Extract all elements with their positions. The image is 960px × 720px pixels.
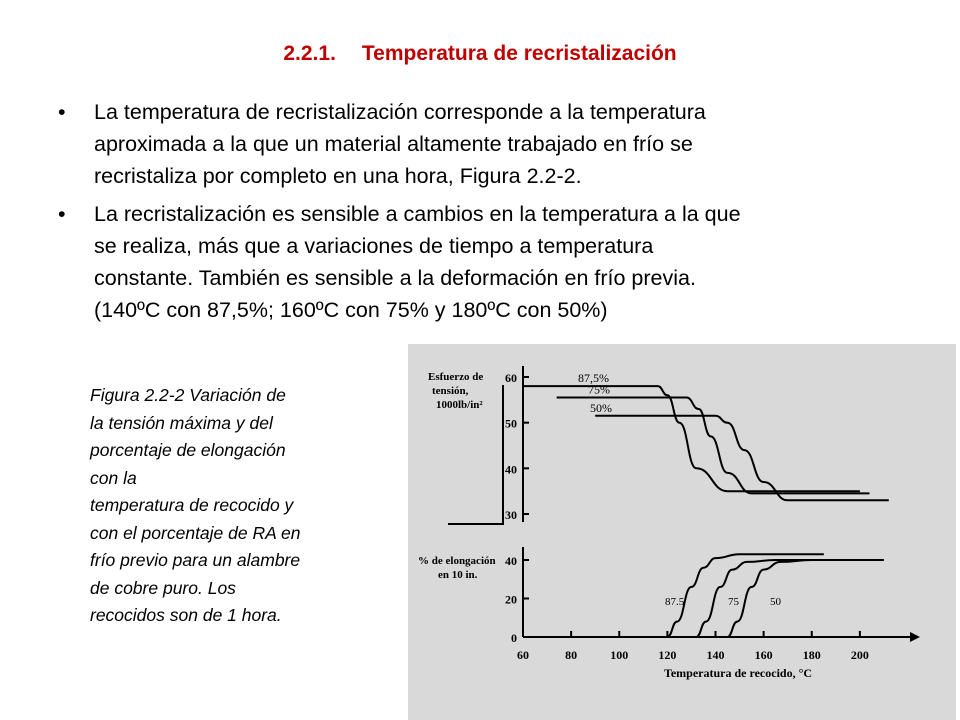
caption-line: Figura 2.2-2 Variación de [90, 385, 286, 405]
bullet-dot-icon: • [58, 100, 66, 124]
bullet-line: La temperatura de recristalización corresponde a la temperatura [94, 100, 706, 124]
figure-panel [408, 344, 956, 720]
top-y-tick-label: 40 [505, 462, 517, 477]
top-y-tick-label: 50 [505, 416, 517, 431]
caption-line: recocidos son de 1 hora. [90, 605, 282, 625]
bottom-y-axis-label: % de elongación [418, 555, 496, 567]
bullet-line: recristaliza por completo en una hora, Figura 2.2-2. [94, 164, 582, 188]
caption-line: temperatura de recocido y [90, 495, 294, 515]
x-tick-label: 60 [517, 648, 529, 662]
chart-figure [408, 344, 956, 720]
bottom-y-axis-label: en 10 in. [438, 569, 478, 581]
bottom-y-tick-label: 20 [505, 592, 517, 607]
title-text: Temperatura de recristalización [361, 42, 677, 65]
x-tick-label: 140 [706, 648, 725, 662]
top-series-label: 50% [590, 400, 612, 415]
x-tick-label: 200 [850, 648, 869, 662]
top-y-tick-label: 30 [505, 508, 517, 522]
top-y-tick-label: 60 [505, 371, 517, 385]
top-series-label: 87,5% [578, 371, 609, 386]
bullet-line: se realiza, más que a variaciones de tiempo a temperatura [94, 234, 654, 258]
top-y-axis-label: 1000lb/in² [436, 399, 483, 411]
caption-line: porcentaje de elongación [90, 440, 286, 460]
x-axis-label: Temperatura de recocido, °C [663, 666, 813, 680]
bottom-series-label: 75 [728, 596, 739, 608]
figure-caption [90, 382, 380, 630]
bullet-dot-icon: • [58, 202, 66, 226]
x-tick-label: 120 [658, 648, 677, 662]
x-tick-label: 80 [565, 648, 578, 662]
x-tick-label: 160 [754, 648, 773, 662]
section-number: 2.2.1. [283, 42, 336, 65]
top-y-axis-label: tensión, [432, 385, 469, 397]
figure-background [408, 344, 956, 720]
bullet-line: (140ºC con 87,5%; 160ºC con 75% y 180ºC con 50%) [94, 298, 608, 322]
caption-line: de cobre puro. Los [90, 577, 236, 598]
x-tick-label: 100 [610, 648, 629, 662]
bottom-y-tick-label: 40 [505, 554, 517, 568]
caption-line: con la [90, 467, 137, 488]
bullet-list [58, 96, 918, 332]
slide-title [0, 42, 960, 66]
caption-line: la tensión máxima y del [90, 412, 273, 433]
bullet-line: constante. También es sensible a la deformación en frío previa. [94, 266, 696, 290]
top-series-label: 75% [588, 382, 610, 397]
caption-line: frío previo para un alambre [90, 550, 301, 570]
bottom-series-label: 87.5 [665, 596, 685, 608]
top-y-axis-label: Esfuerzo de [428, 371, 484, 383]
bottom-y-tick-label: 0 [511, 631, 517, 645]
caption-line: con el porcentaje de RA en [90, 522, 301, 543]
bottom-series-label: 50 [770, 596, 781, 608]
bullet-line: aproximada a la que un material altamente trabajado en frío se [94, 132, 693, 156]
bullet-line: La recristalización es sensible a cambios en la temperatura a la que [94, 202, 741, 226]
bullet-item [58, 198, 918, 326]
x-tick-label: 180 [802, 648, 821, 662]
bullet-item [58, 96, 918, 192]
